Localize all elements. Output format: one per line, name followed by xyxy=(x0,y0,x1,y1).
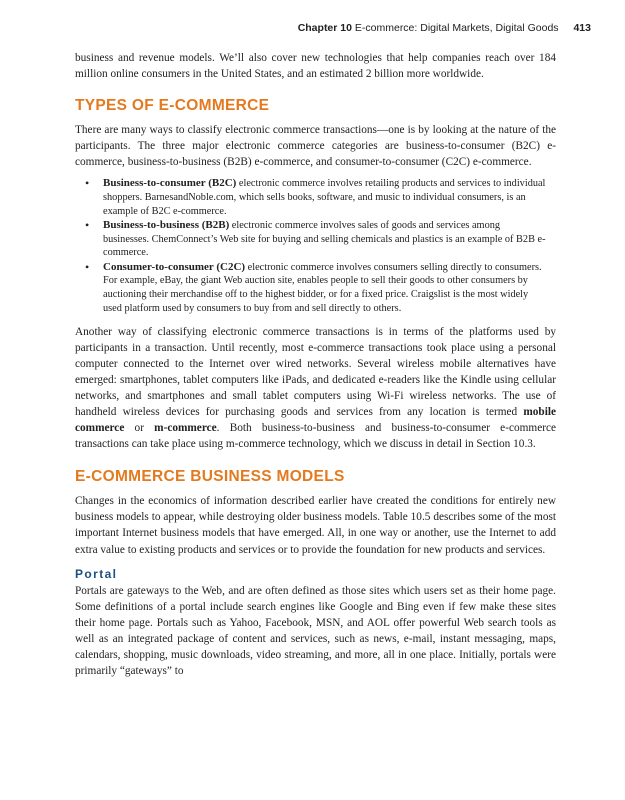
list-item-text: electronic commerce involves sales of goods and services among businesses. ChemConnect’s Web site for buying and selling chemicals and plastics is an example of B2B e-commerce. xyxy=(103,220,546,259)
section-heading-types: TYPES OF E-COMMERCE xyxy=(75,97,270,115)
chapter-label: Chapter 10 xyxy=(297,22,352,34)
paragraph-text: . Both business-to-business and business-to-consumer e-commerce transactions can take place using m-commerce technology, which we discuss in detail in Section 10.3. xyxy=(75,422,556,451)
term-b2b: Business-to-business (B2B) xyxy=(103,219,230,232)
subsection-heading-portal: Portal xyxy=(75,566,118,581)
page-content xyxy=(75,50,556,679)
term-mobile-commerce: mobile commerce xyxy=(75,405,556,435)
running-header xyxy=(298,22,591,34)
term-m-commerce: m-commerce xyxy=(154,422,217,435)
list-item-text: electronic commerce involves consumers selling directly to consumers. For example, eBay, the giant Web auction site, enables people to sell their goods to other consumers by auctioning their merchandise off to the highest bidder, or for a fixed price. Craigslist is the most widely used platform used by consumers to buy from and sell directly to others. xyxy=(103,261,542,314)
bullet-icon: • xyxy=(85,259,90,274)
list-item-b2b xyxy=(75,219,556,260)
page-number: 413 xyxy=(573,22,591,34)
paragraph-text: or xyxy=(124,422,155,435)
list-item-text: electronic commerce involves retailing products and services to individual shoppers. BarnesandNoble.com, which sells books, software, and music to individual consumers, is an example of B2C e-commerce. xyxy=(103,178,546,217)
chapter-title: E-commerce: Digital Markets, Digital Goods xyxy=(354,22,559,34)
list-item-c2c xyxy=(75,261,556,316)
models-paragraph-1: Changes in the economics of information described earlier have created the conditions for entirely new business models to appear, while destroying older business models. Table 10.5 describes some of the most important Internet business models that have emerged. All, in one way or another, use the Internet to add extra value to existing products and services or to provide the foundation for new products and services. xyxy=(75,495,556,556)
paragraph-text: Another way of classifying electronic commerce transactions is in terms of the platforms used by participants in a transaction. Until recently, most e-commerce transactions took place using a personal computer connected to the Internet over wired networks. Several wireless mobile alternatives have emerged: smartphones, tablet computers like iPads, and dedicated e-readers like the Kindle using cellular networks, and smartphones and small tablet computers using Wi-Fi wireless networks. The use of handheld wireless devices for purchasing goods and services from any location is termed xyxy=(75,325,556,418)
list-item-b2c xyxy=(75,177,556,218)
intro-paragraph: business and revenue models. We’ll also cover new technologies that help companies reach over 184 million online consumers in the United States, and an estimated 2 billion more worldwide. xyxy=(75,52,556,81)
commerce-types-list xyxy=(75,177,556,315)
bullet-icon: • xyxy=(85,176,90,191)
portal-paragraph: Portals are gateways to the Web, and are often defined as those sites which users set as their home page. Some definitions of a portal include search engines like Google and Bing even if few make these sites their home page. Portals such as Yahoo, Facebook, MSN, and AOL offer powerful Web search tools as well as an integrated package of content and services, such as news, e-mail, instant messaging, maps, calendars, shopping, music downloads, video streaming, and more, all in one place. Initially, portals were primarily “gateways” to xyxy=(75,584,556,678)
types-paragraph-1: There are many ways to classify electronic commerce transactions—one is by looking at the nature of the participants. The three major electronic commerce categories are business-to-consumer (B2C) e-commerce, business-to-business (B2B) e-commerce, and consumer-to-consumer (C2C) e-commerce. xyxy=(75,124,556,169)
types-paragraph-2 xyxy=(75,324,556,453)
bullet-icon: • xyxy=(85,218,90,233)
section-heading-business-models: E-COMMERCE BUSINESS MODELS xyxy=(75,468,345,486)
term-b2c: Business-to-consumer (B2C) xyxy=(103,177,237,190)
term-c2c: Consumer-to-consumer (C2C) xyxy=(103,260,246,273)
